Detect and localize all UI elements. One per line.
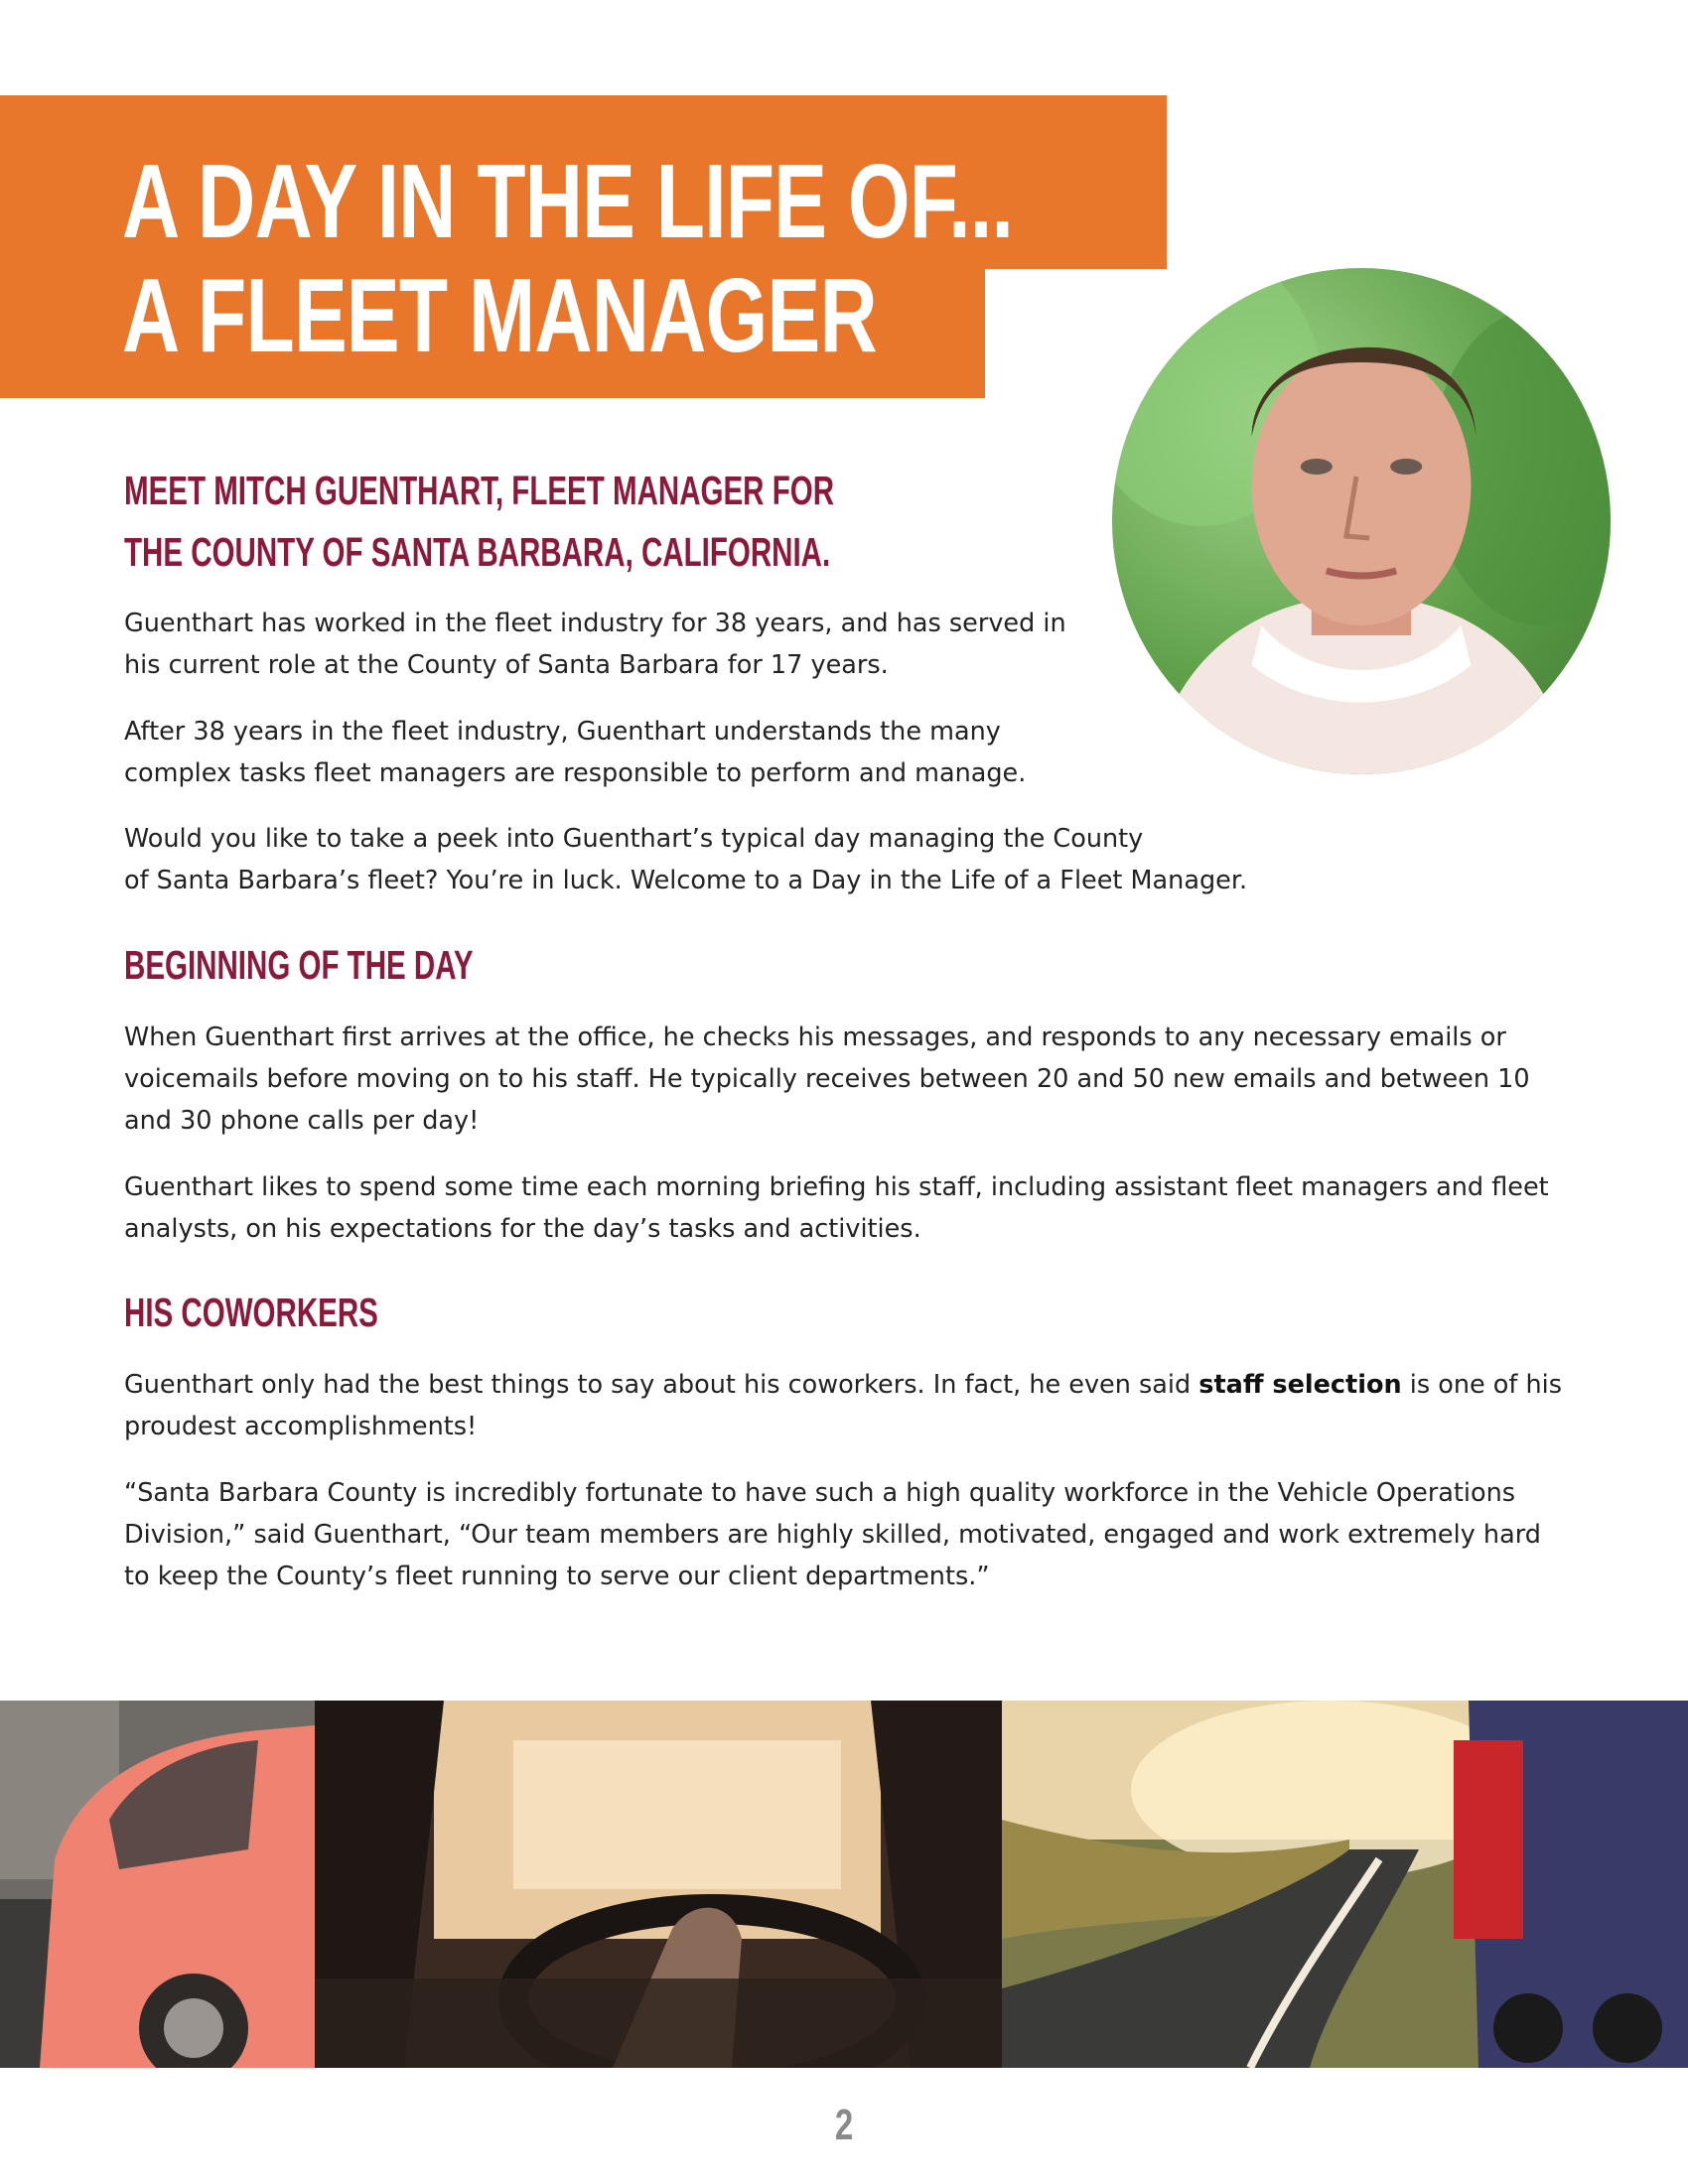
- coworkers-paragraph-1: [124, 1364, 1562, 1447]
- text-line: Guenthart likes to spend some time each morning briefing his staff, including assistant fleet managers and fleet: [124, 1172, 1549, 1202]
- intro-paragraph-3: [124, 818, 1247, 901]
- text-line: his current role at the County of Santa Barbara for 17 years.: [124, 650, 889, 680]
- beginning-paragraph-2: [124, 1166, 1549, 1250]
- text-line: “Santa Barbara County is incredibly fortunate to have such a high quality workforce in the Vehicle Operations: [124, 1478, 1516, 1508]
- intro-paragraph-2: [124, 711, 1026, 794]
- text-line: voicemails before moving on to his staff. He typically receives between 20 and 50 new emails and between 10: [124, 1064, 1530, 1094]
- text-line: to keep the County’s fleet running to serve our client departments.”: [124, 1562, 990, 1591]
- portrait-photo: [1112, 268, 1611, 774]
- page-title-line-1: A DAY IN THE LIFE OF...: [122, 143, 1014, 260]
- page-number: 2: [834, 2101, 854, 2149]
- photo-strip: [0, 1701, 1688, 2068]
- intro-paragraph-1: [124, 603, 1066, 686]
- coworkers-quote: [124, 1472, 1541, 1597]
- text-line: Guenthart has worked in the fleet industry for 38 years, and has served in: [124, 609, 1066, 638]
- text-segment: Guenthart only had the best things to say about his coworkers. In fact, he even said: [124, 1370, 1199, 1400]
- coworkers-heading: HIS COWORKERS: [124, 1290, 378, 1335]
- text-line: Division,” said Guenthart, “Our team members are highly skilled, motivated, engaged and work extremely hard: [124, 1520, 1541, 1550]
- text-line: proudest accomplishments!: [124, 1412, 478, 1441]
- text-line: When Guenthart first arrives at the office, he checks his messages, and responds to any necessary emails or: [124, 1023, 1506, 1052]
- text-line: [124, 1364, 1562, 1406]
- beginning-paragraph-1: [124, 1017, 1530, 1142]
- text-line: Would you like to take a peek into Guenthart’s typical day managing the County: [124, 824, 1144, 854]
- intro-heading-line-1: MEET MITCH GUENTHART, FLEET MANAGER FOR: [124, 468, 835, 513]
- text-line: complex tasks fleet managers are responsible to perform and manage.: [124, 758, 1027, 788]
- photo-driver-steering-wheel: [315, 1701, 1002, 2068]
- text-segment: is one of his: [1401, 1370, 1562, 1400]
- text-line: of Santa Barbara’s fleet? You’re in luck. Welcome to a Day in the Life of a Fleet Manager.: [124, 866, 1248, 895]
- page-title-line-2: A FLEET MANAGER: [122, 257, 877, 374]
- beginning-heading: BEGINNING OF THE DAY: [124, 942, 474, 988]
- photo-parked-cars: [0, 1701, 315, 2068]
- text-line: analysts, on his expectations for the day’s tasks and activities.: [124, 1214, 921, 1244]
- text-line: and 30 phone calls per day!: [124, 1106, 480, 1136]
- bold-phrase: staff selection: [1198, 1370, 1402, 1400]
- photo-winding-road-truck: [1002, 1701, 1688, 2068]
- text-line: After 38 years in the fleet industry, Guenthart understands the many: [124, 717, 1001, 747]
- intro-heading-line-2: THE COUNTY OF SANTA BARBARA, CALIFORNIA.: [124, 529, 831, 575]
